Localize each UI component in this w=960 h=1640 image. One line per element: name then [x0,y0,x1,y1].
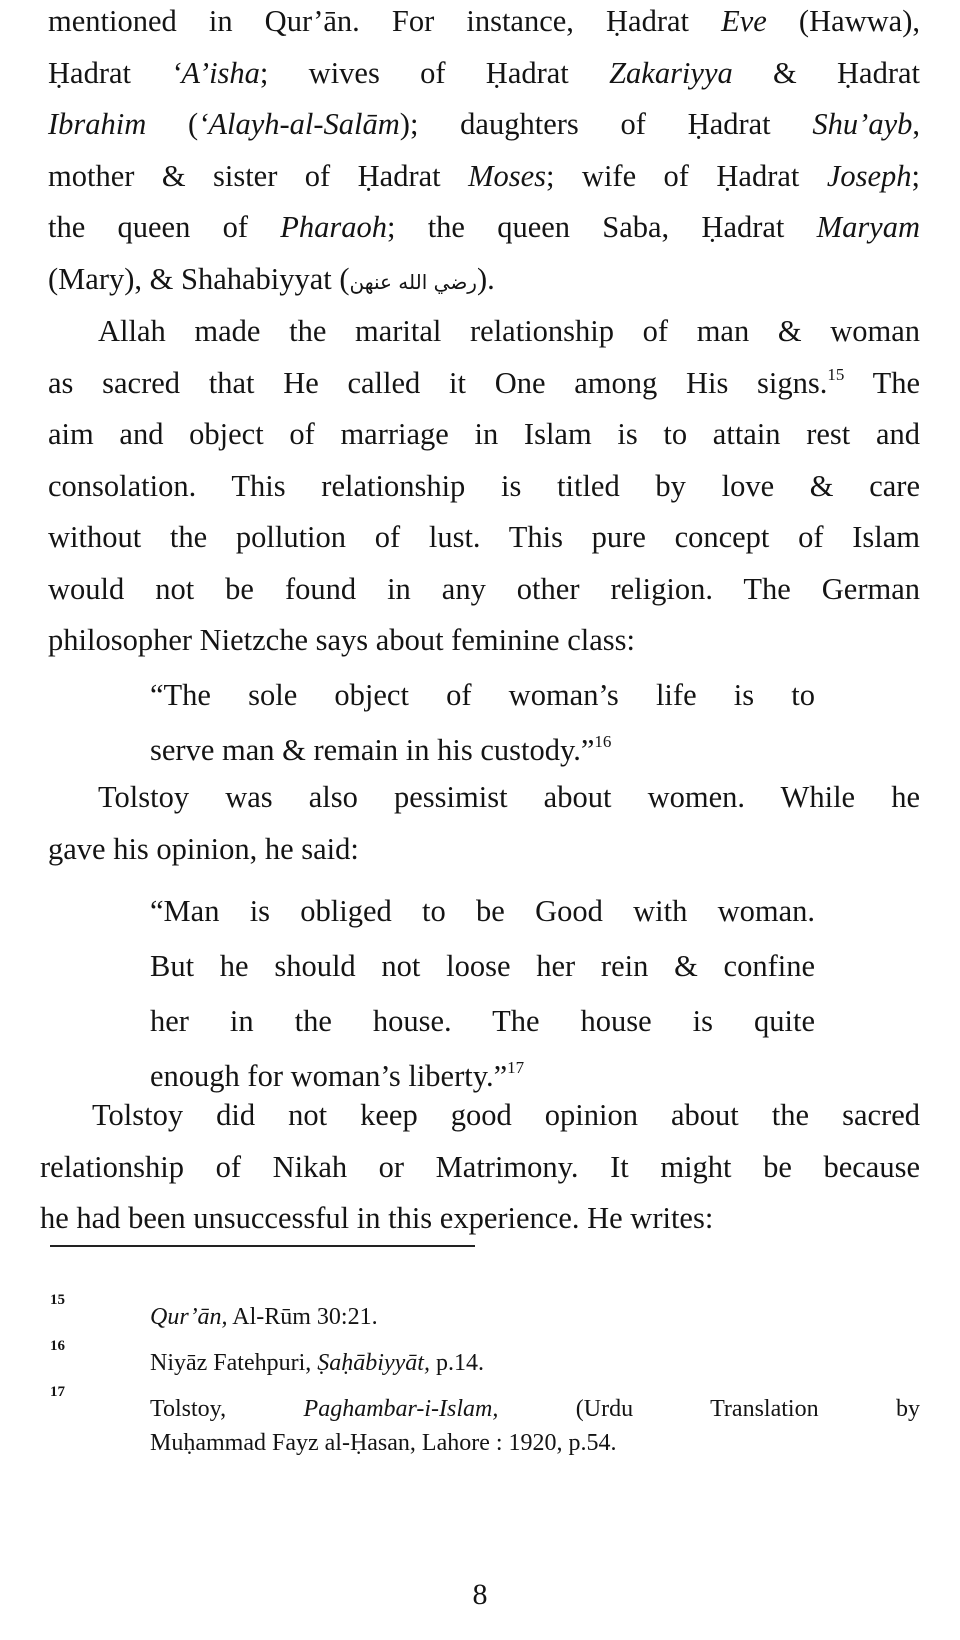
quote-line: her in the house. The house is quite [150,1004,815,1038]
footnote-line: Tolstoy, Paghambar-i-Islam, (Urdu Translation by [150,1396,920,1422]
arabic-honorific: رضي الله عنهن [349,269,477,294]
text-line: Ibrahim (‘Alayh-al-Salām); daughters of Ḥadrat Shu’ayb, [48,107,920,141]
text-line: Allah made the marital relationship of man & woman [98,314,920,348]
footnote-number: 17 [50,1384,65,1400]
text-line: gave his opinion, he said: [48,831,359,866]
text-line: consolation. This relationship is titled by love & care [48,468,920,503]
text-line: mentioned in Qur’ān. For instance, Ḥadrat Eve (Hawwa), [48,4,921,38]
quote-line: “The sole object of woman’s life is to [150,678,815,712]
footnote-text [150,1300,920,1334]
footnote-text [150,1392,920,1460]
footnote-ref-15: 15 [827,364,845,384]
text-line: philosopher Nietzche says about feminine class: [48,623,635,657]
text-line: the queen of Pharaoh; the queen Saba, Ḥadrat Maryam [48,210,920,244]
footnote-ref-17: 17 [507,1058,525,1077]
quote-line: “Man is obliged to be Good with woman. [150,894,815,928]
quote-line: serve man & remain in his custody.”$^{16}$ [150,732,612,767]
footnote-line: Niyāz Fatehpuri, Ṣaḥābiyyāt, p.14. [150,1350,484,1376]
text-line: (Mary), & Shahabiyyat (رضي الله عنهن). [48,261,495,296]
footnote-line: Qur’ān, Al-Rūm 30:21. [150,1304,378,1330]
footnote-ref-16: 16 [594,732,612,751]
text-line: as sacred that He called it One among His signs.$^{15}$ The [48,364,920,400]
footnote-separator [50,1245,475,1247]
text-line: relationship of Nikah or Matrimony. It might be because [40,1149,920,1184]
blockquote-tolstoy [150,884,815,1104]
footnote-number: 16 [50,1338,65,1354]
text-line: mother & sister of Ḥadrat Moses; wife of Ḥadrat Joseph; [48,158,921,193]
footnote-number: 15 [50,1292,65,1308]
paragraph-women-in-quran [48,0,920,308]
page-number: 8 [472,1578,488,1611]
paragraph-marital-relationship [48,306,920,667]
quote-line: enough for woman’s liberty.”$^{17}$ [150,1058,525,1093]
text-line: without the pollution of lust. This pure concept of Islam [48,520,920,554]
text-line: Tolstoy was also pessimist about women. While he [98,780,920,814]
footnote-line: Muḥammad Fayz al-Ḥasan, Lahore : 1920, p.54. [150,1430,617,1456]
blockquote-nietzsche [150,668,815,778]
footnote-text [150,1346,920,1380]
text-line: Ḥadrat ‘A’isha; wives of Ḥadrat Zakariyya & Ḥadrat [48,55,920,90]
paragraph-tolstoy-nikah [40,1090,920,1245]
text-line: Tolstoy did not keep good opinion about the sacred [92,1098,920,1132]
quote-line: But he should not loose her rein & confine [150,949,815,983]
paragraph-tolstoy-opinion [48,772,920,875]
text-line: he had been unsuccessful in this experience. He writes: [40,1201,714,1235]
text-line: would not be found in any other religion. The German [48,571,920,606]
text-line: aim and object of marriage in Islam is to attain rest and [48,417,920,451]
